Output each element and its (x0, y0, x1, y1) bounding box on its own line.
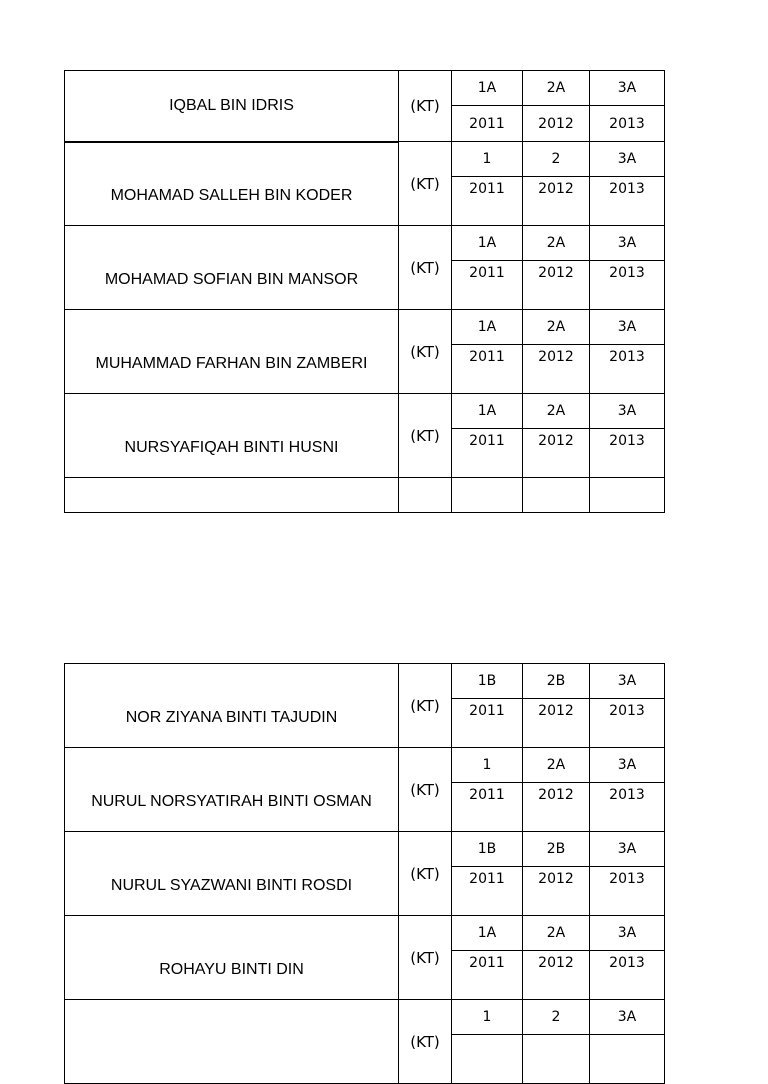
kt-label: (KT) (399, 748, 452, 832)
table-row (65, 142, 665, 177)
year-cell: 2011 (452, 429, 523, 478)
class-cell: 3A (590, 664, 665, 699)
kt-label: (KT) (399, 832, 452, 916)
empty-cell (399, 478, 452, 513)
class-cell: 1B (452, 664, 523, 699)
class-cell: 3A (590, 142, 665, 177)
class-cell: 2A (523, 71, 590, 106)
class-cell: 1B (452, 832, 523, 867)
class-cell: 1A (452, 394, 523, 429)
year-cell (452, 1035, 523, 1084)
year-cell: 2012 (523, 177, 590, 226)
year-cell: 2013 (590, 429, 665, 478)
kt-label: (KT) (399, 142, 452, 226)
year-cell: 2012 (523, 106, 590, 142)
class-cell: 3A (590, 1000, 665, 1035)
year-cell (523, 1035, 590, 1084)
class-cell: 2B (523, 664, 590, 699)
year-cell: 2011 (452, 951, 523, 1000)
student-name: IQBAL BIN IDRIS (65, 71, 399, 142)
student-name (65, 1000, 399, 1084)
class-cell: 3A (590, 916, 665, 951)
year-cell: 2012 (523, 783, 590, 832)
year-cell: 2011 (452, 345, 523, 394)
kt-label: (KT) (399, 226, 452, 310)
year-cell: 2011 (452, 867, 523, 916)
class-cell: 2A (523, 916, 590, 951)
student-name: NURSYAFIQAH BINTI HUSNI (65, 394, 399, 478)
year-cell: 2011 (452, 177, 523, 226)
student-table-2 (64, 663, 665, 1084)
year-cell: 2013 (590, 345, 665, 394)
class-cell: 2B (523, 832, 590, 867)
year-cell: 2013 (590, 783, 665, 832)
student-name: ROHAYU BINTI DIN (65, 916, 399, 1000)
year-cell: 2013 (590, 106, 665, 142)
class-cell: 1A (452, 71, 523, 106)
year-cell: 2011 (452, 699, 523, 748)
year-cell (590, 1035, 665, 1084)
class-cell: 1A (452, 916, 523, 951)
empty-cell (590, 478, 665, 513)
kt-label: (KT) (399, 394, 452, 478)
kt-label: (KT) (399, 71, 452, 142)
table-row (65, 916, 665, 951)
year-cell: 2012 (523, 261, 590, 310)
year-cell: 2012 (523, 951, 590, 1000)
class-cell: 1 (452, 748, 523, 783)
table-row (65, 226, 665, 261)
kt-label: (KT) (399, 916, 452, 1000)
year-cell: 2013 (590, 261, 665, 310)
class-cell: 3A (590, 310, 665, 345)
table-row (65, 832, 665, 867)
class-cell: 1 (452, 142, 523, 177)
class-cell: 2A (523, 310, 590, 345)
year-cell: 2012 (523, 429, 590, 478)
year-cell: 2011 (452, 783, 523, 832)
empty-cell (65, 478, 399, 513)
empty-cell (452, 478, 523, 513)
year-cell: 2011 (452, 106, 523, 142)
class-cell: 1 (452, 1000, 523, 1035)
student-name: NURUL SYAZWANI BINTI ROSDI (65, 832, 399, 916)
year-cell: 2013 (590, 699, 665, 748)
class-cell: 3A (590, 226, 665, 261)
class-cell: 2 (523, 1000, 590, 1035)
class-cell: 2A (523, 394, 590, 429)
kt-label: (KT) (399, 310, 452, 394)
year-cell: 2012 (523, 699, 590, 748)
year-cell: 2013 (590, 951, 665, 1000)
table-row (65, 394, 665, 429)
table-row (65, 664, 665, 699)
student-name: MOHAMAD SOFIAN BIN MANSOR (65, 226, 399, 310)
year-cell: 2013 (590, 177, 665, 226)
year-cell: 2013 (590, 867, 665, 916)
kt-label: (KT) (399, 664, 452, 748)
class-cell: 2 (523, 142, 590, 177)
class-cell: 1A (452, 310, 523, 345)
table-row (65, 310, 665, 345)
class-cell: 3A (590, 832, 665, 867)
year-cell: 2011 (452, 261, 523, 310)
class-cell: 3A (590, 71, 665, 106)
year-cell: 2012 (523, 867, 590, 916)
class-cell: 1A (452, 226, 523, 261)
class-cell: 2A (523, 226, 590, 261)
class-cell: 3A (590, 394, 665, 429)
class-cell: 2A (523, 748, 590, 783)
table-row (65, 748, 665, 783)
kt-label: (KT) (399, 1000, 452, 1084)
year-cell: 2012 (523, 345, 590, 394)
table-row (65, 71, 665, 106)
student-name: NURUL NORSYATIRAH BINTI OSMAN (65, 748, 399, 832)
student-table-1 (64, 70, 665, 513)
student-name: NOR ZIYANA BINTI TAJUDIN (65, 664, 399, 748)
student-name: MOHAMAD SALLEH BIN KODER (65, 142, 399, 226)
student-name: MUHAMMAD FARHAN BIN ZAMBERI (65, 310, 399, 394)
table-row (65, 1000, 665, 1035)
empty-row (65, 478, 665, 513)
class-cell: 3A (590, 748, 665, 783)
empty-cell (523, 478, 590, 513)
